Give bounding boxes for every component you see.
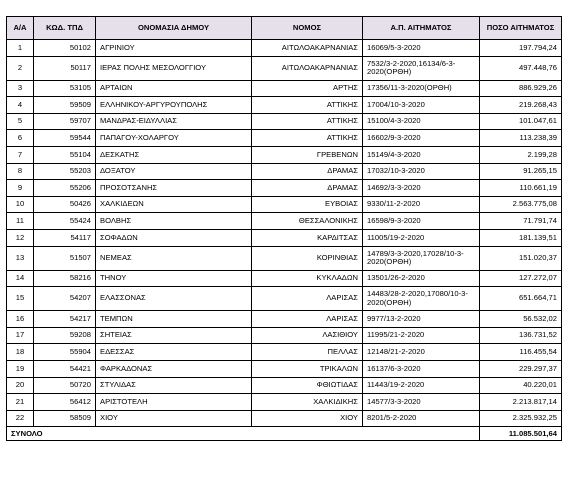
cell-code: 59544 xyxy=(34,130,96,147)
cell-amount: 2.325.932,25 xyxy=(480,410,562,427)
cell-aa: 16 xyxy=(7,311,34,328)
cell-ap: 9977/13-2-2020 xyxy=(363,311,480,328)
table-row xyxy=(7,410,562,427)
total-row xyxy=(7,427,562,441)
cell-code: 54217 xyxy=(34,311,96,328)
cell-ap: 13501/26-2-2020 xyxy=(363,270,480,287)
table-row xyxy=(7,180,562,197)
header-code: ΚΩΔ. ΤΠΔ xyxy=(34,17,96,40)
cell-nomos: ΓΡΕΒΕΝΩΝ xyxy=(252,146,363,163)
cell-nomos: ΚΟΡΙΝΘΙΑΣ xyxy=(252,246,363,270)
total-amount: 11.085.501,64 xyxy=(480,427,562,441)
table-row xyxy=(7,56,562,80)
cell-name: ΔΕΣΚΑΤΗΣ xyxy=(96,146,252,163)
cell-nomos: ΚΥΚΛΑΔΩΝ xyxy=(252,270,363,287)
cell-nomos: ΑΤΤΙΚΗΣ xyxy=(252,113,363,130)
cell-name: ΤΕΜΠΩΝ xyxy=(96,311,252,328)
cell-code: 54421 xyxy=(34,360,96,377)
cell-amount: 71.791,74 xyxy=(480,213,562,230)
header-aa: Α/Α xyxy=(7,17,34,40)
cell-ap: 16069/5-3-2020 xyxy=(363,40,480,57)
cell-name: ΒΟΛΒΗΣ xyxy=(96,213,252,230)
cell-code: 50426 xyxy=(34,196,96,213)
cell-amount: 181.139,51 xyxy=(480,229,562,246)
cell-nomos: ΕΥΒΟΙΑΣ xyxy=(252,196,363,213)
table-row xyxy=(7,327,562,344)
cell-aa: 4 xyxy=(7,97,34,114)
cell-code: 54117 xyxy=(34,229,96,246)
cell-ap: 7532/3-2-2020,16134/6-3-2020(ΟΡΘΗ) xyxy=(363,56,480,80)
cell-ap: 16137/6-3-2020 xyxy=(363,360,480,377)
cell-nomos: ΧΙΟΥ xyxy=(252,410,363,427)
cell-code: 58509 xyxy=(34,410,96,427)
cell-aa: 17 xyxy=(7,327,34,344)
cell-aa: 6 xyxy=(7,130,34,147)
cell-amount: 219.268,43 xyxy=(480,97,562,114)
cell-amount: 229.297,37 xyxy=(480,360,562,377)
cell-amount: 2.563.775,08 xyxy=(480,196,562,213)
cell-ap: 11443/19-2-2020 xyxy=(363,377,480,394)
cell-name: ΣΤΥΛΙΔΑΣ xyxy=(96,377,252,394)
cell-aa: 18 xyxy=(7,344,34,361)
cell-name: ΧΑΛΚΙΔΕΩΝ xyxy=(96,196,252,213)
cell-name: ΤΗΝΟΥ xyxy=(96,270,252,287)
cell-aa: 22 xyxy=(7,410,34,427)
cell-nomos: ΘΕΣΣΑΛΟΝΙΚΗΣ xyxy=(252,213,363,230)
cell-code: 50117 xyxy=(34,56,96,80)
cell-code: 55424 xyxy=(34,213,96,230)
cell-name: ΝΕΜΕΑΣ xyxy=(96,246,252,270)
cell-name: ΠΡΟΣΟΤΣΑΝΗΣ xyxy=(96,180,252,197)
cell-name: ΑΡΙΣΤΟΤΕΛΗ xyxy=(96,394,252,411)
cell-name: ΙΕΡΑΣ ΠΟΛΗΣ ΜΕΣΟΛΟΓΓΙΟΥ xyxy=(96,56,252,80)
cell-name: ΕΔΕΣΣΑΣ xyxy=(96,344,252,361)
cell-name: ΑΓΡΙΝΙΟΥ xyxy=(96,40,252,57)
cell-amount: 113.238,39 xyxy=(480,130,562,147)
header-amount: ΠΟΣΟ ΑΙΤΗΜΑΤΟΣ xyxy=(480,17,562,40)
cell-amount: 886.929,26 xyxy=(480,80,562,97)
cell-nomos: ΔΡΑΜΑΣ xyxy=(252,163,363,180)
table-row xyxy=(7,146,562,163)
cell-ap: 9330/11-2-2020 xyxy=(363,196,480,213)
cell-ap: 17356/11-3-2020(ΟΡΘΗ) xyxy=(363,80,480,97)
table-row xyxy=(7,113,562,130)
cell-nomos: ΛΑΣΙΘΙΟΥ xyxy=(252,327,363,344)
cell-nomos: ΑΙΤΩΛΟΑΚΑΡΝΑΝΙΑΣ xyxy=(252,40,363,57)
table-row xyxy=(7,377,562,394)
cell-ap: 11995/21-2-2020 xyxy=(363,327,480,344)
cell-name: ΣΗΤΕΙΑΣ xyxy=(96,327,252,344)
table-row xyxy=(7,287,562,311)
header-name: ΟΝΟΜΑΣΙΑ ΔΗΜΟΥ xyxy=(96,17,252,40)
cell-ap: 14577/3-3-2020 xyxy=(363,394,480,411)
cell-aa: 8 xyxy=(7,163,34,180)
cell-amount: 2.213.817,14 xyxy=(480,394,562,411)
cell-ap: 16598/9-3-2020 xyxy=(363,213,480,230)
cell-nomos: ΛΑΡΙΣΑΣ xyxy=(252,311,363,328)
table-row xyxy=(7,213,562,230)
header-ap: Α.Π. ΑΙΤΗΜΑΤΟΣ xyxy=(363,17,480,40)
cell-nomos: ΛΑΡΙΣΑΣ xyxy=(252,287,363,311)
cell-ap: 15100/4-3-2020 xyxy=(363,113,480,130)
cell-nomos: ΑΤΤΙΚΗΣ xyxy=(252,130,363,147)
table-row xyxy=(7,163,562,180)
cell-code: 55206 xyxy=(34,180,96,197)
table-row xyxy=(7,344,562,361)
table-row xyxy=(7,229,562,246)
header-nomos: ΝΟΜΟΣ xyxy=(252,17,363,40)
cell-ap: 17032/10-3-2020 xyxy=(363,163,480,180)
cell-amount: 56.532,02 xyxy=(480,311,562,328)
table-row xyxy=(7,196,562,213)
cell-name: ΕΛΑΣΣΟΝΑΣ xyxy=(96,287,252,311)
cell-code: 58216 xyxy=(34,270,96,287)
cell-aa: 11 xyxy=(7,213,34,230)
table-row xyxy=(7,394,562,411)
total-label: ΣΥΝΟΛΟ xyxy=(7,427,480,441)
table-row xyxy=(7,97,562,114)
cell-ap: 8201/5-2-2020 xyxy=(363,410,480,427)
cell-code: 54207 xyxy=(34,287,96,311)
cell-ap: 14789/3-3-2020,17028/10-3-2020(ΟΡΘΗ) xyxy=(363,246,480,270)
cell-amount: 2.199,28 xyxy=(480,146,562,163)
cell-ap: 15149/4-3-2020 xyxy=(363,146,480,163)
cell-aa: 14 xyxy=(7,270,34,287)
cell-aa: 5 xyxy=(7,113,34,130)
cell-amount: 116.455,54 xyxy=(480,344,562,361)
cell-code: 55203 xyxy=(34,163,96,180)
requests-table xyxy=(6,16,562,441)
cell-amount: 91.265,15 xyxy=(480,163,562,180)
table-row xyxy=(7,311,562,328)
cell-ap: 14692/3-3-2020 xyxy=(363,180,480,197)
cell-code: 55904 xyxy=(34,344,96,361)
cell-amount: 151.020,37 xyxy=(480,246,562,270)
table-row xyxy=(7,80,562,97)
cell-ap: 17004/10-3-2020 xyxy=(363,97,480,114)
cell-aa: 3 xyxy=(7,80,34,97)
cell-name: ΧΙΟΥ xyxy=(96,410,252,427)
cell-name: ΠΑΠΑΓΟΥ-ΧΟΛΑΡΓΟΥ xyxy=(96,130,252,147)
cell-nomos: ΚΑΡΔΙΤΣΑΣ xyxy=(252,229,363,246)
cell-ap: 16602/9-3-2020 xyxy=(363,130,480,147)
cell-amount: 40.220,01 xyxy=(480,377,562,394)
header-row xyxy=(7,17,562,40)
cell-aa: 7 xyxy=(7,146,34,163)
table-row xyxy=(7,130,562,147)
cell-name: ΣΟΦΑΔΩΝ xyxy=(96,229,252,246)
cell-aa: 2 xyxy=(7,56,34,80)
table-row xyxy=(7,40,562,57)
cell-nomos: ΑΙΤΩΛΟΑΚΑΡΝΑΝΙΑΣ xyxy=(252,56,363,80)
cell-name: ΑΡΤΑΙΩΝ xyxy=(96,80,252,97)
cell-aa: 13 xyxy=(7,246,34,270)
cell-ap: 14483/28-2-2020,17080/10-3-2020(ΟΡΘΗ) xyxy=(363,287,480,311)
cell-code: 53105 xyxy=(34,80,96,97)
cell-amount: 101.047,61 xyxy=(480,113,562,130)
cell-nomos: ΧΑΛΚΙΔΙΚΗΣ xyxy=(252,394,363,411)
cell-code: 56412 xyxy=(34,394,96,411)
cell-nomos: ΤΡΙΚΑΛΩΝ xyxy=(252,360,363,377)
table-row xyxy=(7,270,562,287)
cell-name: ΜΑΝΔΡΑΣ-ΕΙΔΥΛΛΙΑΣ xyxy=(96,113,252,130)
cell-nomos: ΑΤΤΙΚΗΣ xyxy=(252,97,363,114)
cell-name: ΕΛΛΗΝΙΚΟΥ-ΑΡΓΥΡΟΥΠΟΛΗΣ xyxy=(96,97,252,114)
document-page xyxy=(6,16,562,441)
cell-code: 59208 xyxy=(34,327,96,344)
cell-nomos: ΠΕΛΛΑΣ xyxy=(252,344,363,361)
cell-code: 50720 xyxy=(34,377,96,394)
cell-amount: 197.794,24 xyxy=(480,40,562,57)
cell-name: ΔΟΞΑΤΟΥ xyxy=(96,163,252,180)
cell-ap: 11005/19-2-2020 xyxy=(363,229,480,246)
cell-ap: 12148/21-2-2020 xyxy=(363,344,480,361)
cell-code: 55104 xyxy=(34,146,96,163)
cell-amount: 497.448,76 xyxy=(480,56,562,80)
cell-name: ΦΑΡΚΑΔΟΝΑΣ xyxy=(96,360,252,377)
cell-amount: 651.664,71 xyxy=(480,287,562,311)
cell-aa: 9 xyxy=(7,180,34,197)
cell-aa: 10 xyxy=(7,196,34,213)
table-row xyxy=(7,246,562,270)
cell-code: 59707 xyxy=(34,113,96,130)
cell-code: 59509 xyxy=(34,97,96,114)
cell-nomos: ΑΡΤΗΣ xyxy=(252,80,363,97)
cell-aa: 20 xyxy=(7,377,34,394)
cell-aa: 12 xyxy=(7,229,34,246)
cell-nomos: ΦΘΙΩΤΙΔΑΣ xyxy=(252,377,363,394)
table-row xyxy=(7,360,562,377)
cell-amount: 110.661,19 xyxy=(480,180,562,197)
cell-aa: 21 xyxy=(7,394,34,411)
cell-aa: 15 xyxy=(7,287,34,311)
table-body xyxy=(7,40,562,427)
cell-aa: 1 xyxy=(7,40,34,57)
cell-aa: 19 xyxy=(7,360,34,377)
cell-amount: 127.272,07 xyxy=(480,270,562,287)
cell-nomos: ΔΡΑΜΑΣ xyxy=(252,180,363,197)
cell-code: 50102 xyxy=(34,40,96,57)
cell-amount: 136.731,52 xyxy=(480,327,562,344)
cell-code: 51507 xyxy=(34,246,96,270)
